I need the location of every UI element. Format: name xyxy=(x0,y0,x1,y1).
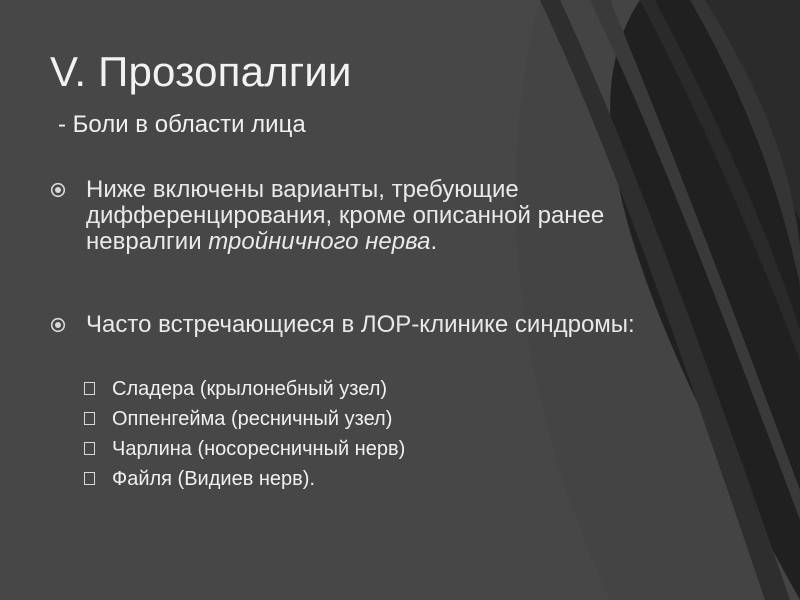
square-outline-icon xyxy=(84,442,95,455)
bullet-emphasis-text: тройничного нерва xyxy=(208,228,431,255)
square-outline-icon xyxy=(84,412,95,425)
list-item xyxy=(84,434,644,464)
circle-target-icon xyxy=(50,182,66,198)
syndrome-label-3: Чарлина (носоресничный нерв) xyxy=(112,438,406,460)
circle-target-icon xyxy=(50,317,66,333)
syndromes-list xyxy=(84,374,644,494)
slide-title: V. Прозопалгии xyxy=(50,48,352,95)
bullet-main-text-1: Ниже включены варианты, требующие дифференцирования, кроме описанной ранее невралгии xyxy=(86,176,605,255)
bullet-text-2: Часто встречающиеся в ЛОР-клинике синдромы: xyxy=(86,311,635,338)
list-item xyxy=(84,404,644,434)
square-outline-icon xyxy=(84,472,95,485)
list-item xyxy=(84,464,644,494)
syndrome-label-1: Сладера (крылонебный узел) xyxy=(112,378,388,400)
bullet-suffix-text: . xyxy=(430,228,438,255)
square-outline-icon xyxy=(84,382,95,395)
list-item xyxy=(84,374,644,404)
syndrome-label-2: Оппенгейма (ресничный узел) xyxy=(112,408,393,430)
bullet-item-2 xyxy=(50,312,710,338)
bullet-text-1 xyxy=(86,177,710,255)
bullet-item-1 xyxy=(50,177,710,255)
slide-subtitle: - Боли в области лица xyxy=(58,111,306,138)
syndrome-label-4: Файля (Видиев нерв). xyxy=(112,468,316,490)
